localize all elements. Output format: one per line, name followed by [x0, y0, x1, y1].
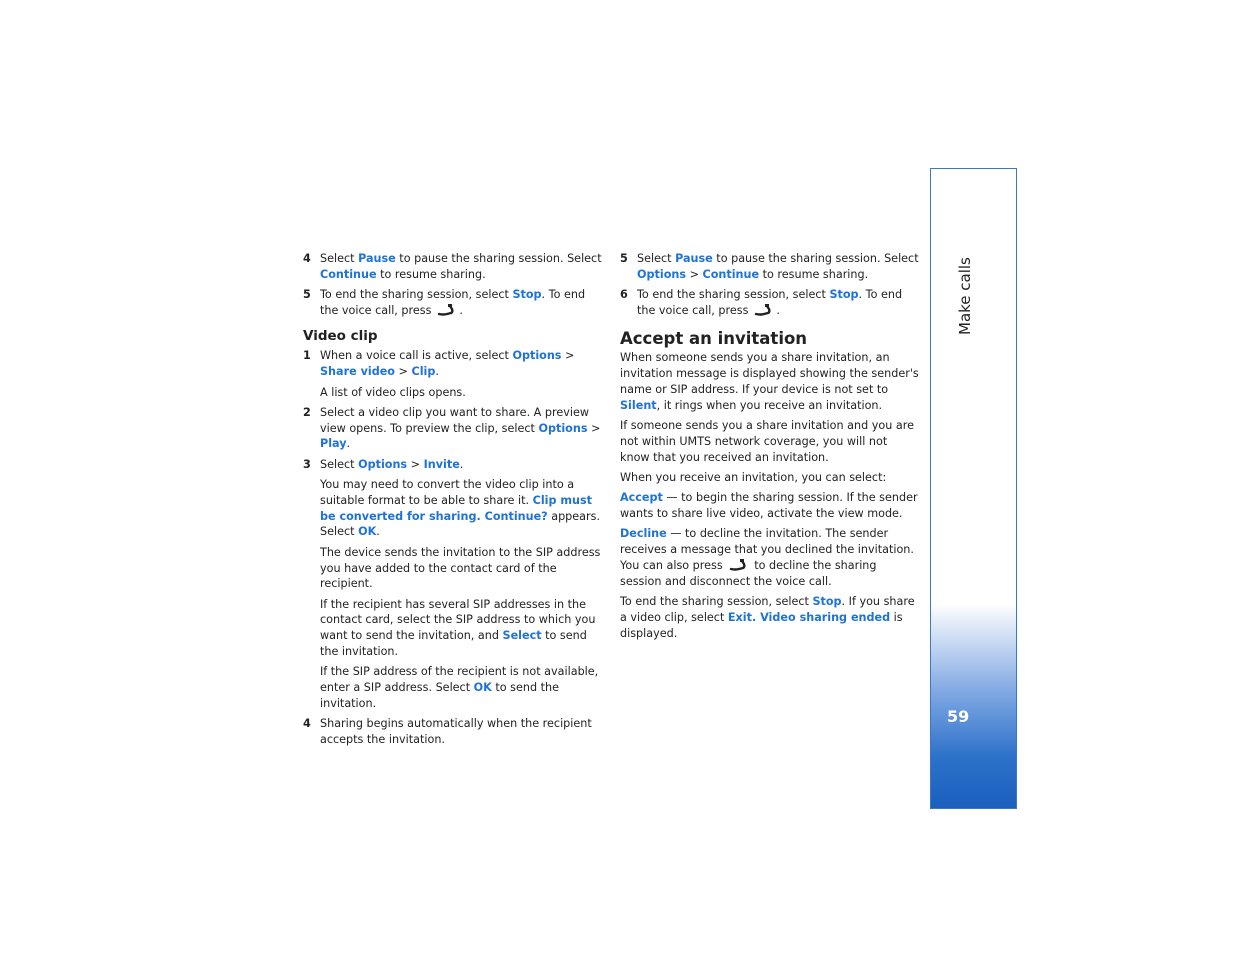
keyword-stop: Stop — [512, 288, 542, 302]
keyword-clip: Clip — [411, 365, 436, 379]
step-5-pause: 5 Select Pause to pause the sharing session. Select Options > Continue to resume sharing. — [620, 252, 919, 281]
right-column — [620, 251, 920, 646]
keyword-continue: Continue — [320, 267, 377, 281]
umts-coverage-paragraph: If someone sends you a share invitation and you are not within UMTS network coverage, you will not know that you received an invitation. — [620, 419, 914, 464]
keyword-pause: Pause — [358, 252, 396, 265]
keyword-decline: Decline — [620, 527, 667, 541]
left-column — [303, 251, 603, 752]
keyword-invite: Invite — [423, 457, 460, 471]
keyword-share-video: Share video — [320, 365, 395, 379]
chapter-title: Make calls — [956, 257, 974, 335]
keyword-exit-video-sharing-ended: Exit. Video sharing ended — [727, 610, 891, 624]
keyword-ok: OK — [473, 681, 492, 695]
you-can-select-paragraph: When you receive an invitation, you can select: — [620, 471, 887, 485]
keyword-convert-prompt: Clip must be converted for sharing. Continue? — [320, 493, 593, 523]
accept-option: Accept — to begin the sharing session. If the sender wants to share live video, activate the view mode. — [620, 491, 918, 521]
keyword-select: Select — [502, 629, 542, 643]
end-call-key-icon — [437, 303, 455, 316]
step-4-pause: 4 Select Pause to pause the sharing session. Select Continue to resume sharing. — [303, 252, 602, 281]
device-sends-paragraph: The device sends the invitation to the SIP address you have added to the contact card of the recipient. — [320, 545, 601, 591]
end-call-key-icon — [754, 303, 772, 316]
keyword-options: Options — [637, 267, 687, 281]
keyword-stop: Stop — [829, 288, 859, 302]
end-session-paragraph: To end the sharing session, select Stop. If you share a video clip, select Exit. Video sharing ended is displayed. — [620, 595, 915, 640]
convert-paragraph: You may need to convert the video clip into a suitable format to be able to share it. Clip must be converted for sharing. Continue? appears. Select OK. — [320, 478, 601, 539]
keyword-ok: OK — [358, 525, 377, 539]
sip-not-available-paragraph: If the SIP address of the recipient is not available, enter a SIP address. Select OK to send the invitation. — [320, 665, 599, 710]
keyword-silent: Silent — [620, 398, 657, 412]
keyword-pause: Pause — [675, 252, 713, 265]
end-call-key-icon — [729, 558, 747, 571]
keyword-continue: Continue — [702, 267, 760, 281]
accept-invitation-heading: Accept an invitation — [620, 328, 808, 348]
video-clip-step-4: 4 Sharing begins automatically when the recipient accepts the invitation. — [303, 717, 592, 747]
keyword-options: Options — [538, 421, 588, 435]
keyword-stop: Stop — [812, 595, 842, 609]
keyword-accept: Accept — [620, 491, 663, 505]
video-clip-step-2: 2 Select a video clip you want to share. A preview view opens. To preview the clip, select Options > Play. — [303, 405, 601, 451]
decline-option: Decline — to decline the invitation. The sender receives a message that you declined the invitation. You can also press to decline the sharing session and disconnect the voice call. — [620, 527, 914, 588]
step-6-stop: 6 To end the sharing session, select Stop. To end the voice call, press . — [620, 288, 903, 317]
invitation-intro-paragraph: When someone sends you a share invitation, an invitation message is displayed showing the sender's name or SIP address. If your device is not set to Silent, it rings when you receive an invitation. — [620, 351, 919, 412]
clip-list-note: A list of video clips opens. — [320, 385, 466, 399]
keyword-play: Play — [320, 437, 347, 451]
keyword-options: Options — [512, 349, 562, 363]
several-sip-paragraph: If the recipient has several SIP addresses in the contact card, select the SIP address to which you want to send the invitation, and Select to send the invitation. — [320, 597, 596, 659]
keyword-options: Options — [358, 457, 408, 471]
video-clip-step-3: 3 Select Options > Invite. — [303, 457, 464, 471]
page-number: 59 — [947, 707, 970, 726]
video-clip-heading: Video clip — [303, 327, 378, 344]
step-5-stop: 5 To end the sharing session, select Stop. To end the voice call, press . — [303, 288, 586, 317]
video-clip-step-1: 1 When a voice call is active, select Options > Share video > Clip. — [303, 349, 575, 379]
